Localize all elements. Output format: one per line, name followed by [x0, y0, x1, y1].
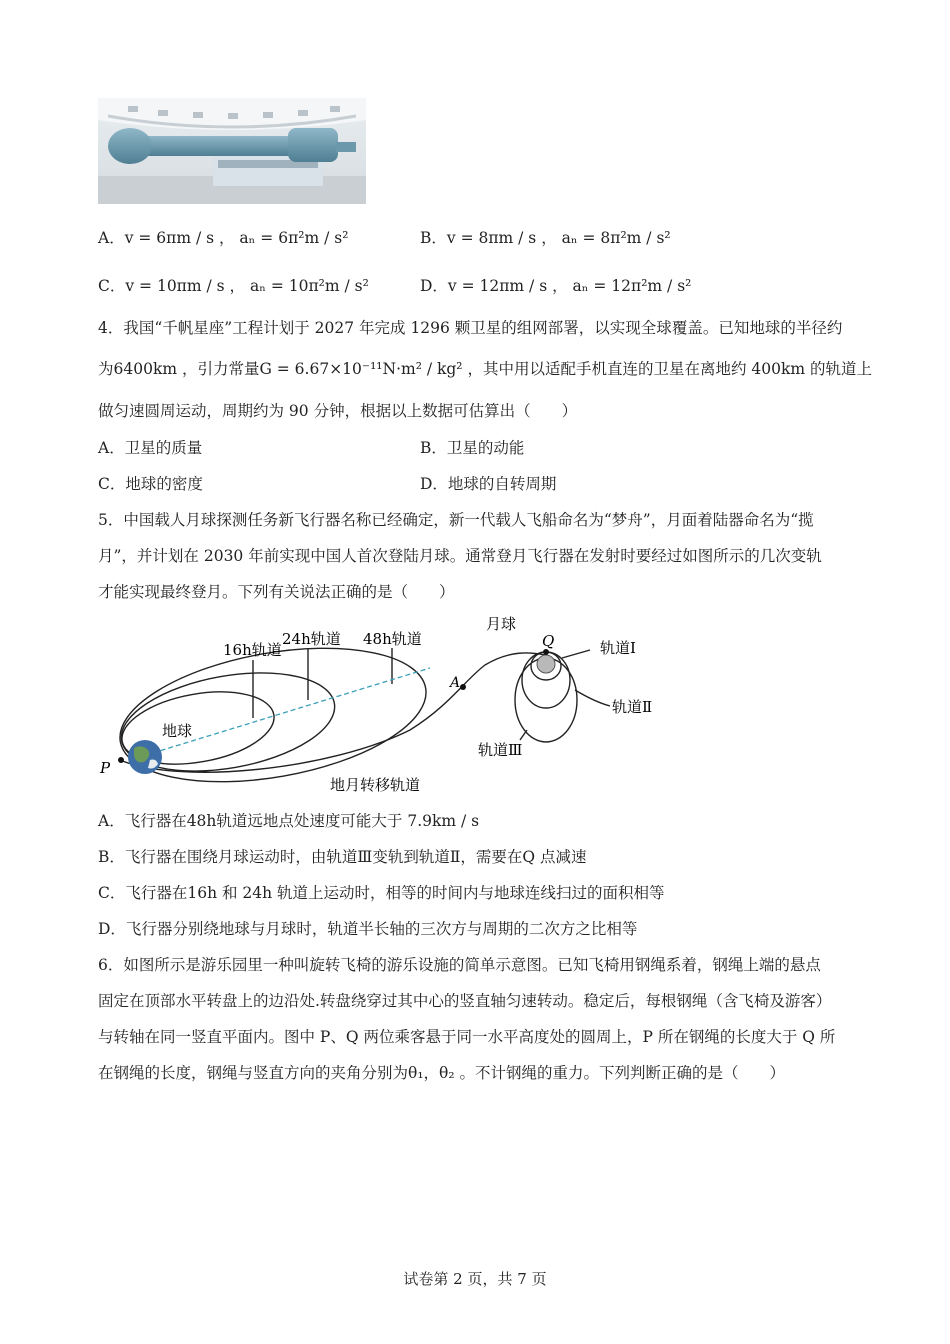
q4-stem-line3: 做匀速圆周运动，周期约为 90 分钟，根据以上数据可估算出（ ） — [98, 402, 578, 420]
q3-option-b: B．v = 8πm / s ， aₙ = 8π²m / s² — [420, 229, 671, 247]
label-orbit-24h: 24h轨道 — [282, 630, 341, 648]
q6-stem-line3: 与转轴在同一竖直平面内。图中 P、Q 两位乘客悬于同一水平高度处的圆周上，P 所在钢绳的长度大于 Q 所 — [98, 1028, 836, 1046]
q4-option-d: D．地球的自转周期 — [420, 475, 557, 493]
label-orbit-1: 轨道Ⅰ — [600, 639, 636, 657]
point-a-dot — [460, 684, 466, 690]
centrifuge-photo — [98, 98, 366, 204]
label-earth: 地球 — [162, 722, 193, 740]
q6-stem-line4: 在钢绳的长度，钢绳与竖直方向的夹角分别为θ₁，θ₂ 。不计钢绳的重力。下列判断正确的是（ ） — [98, 1064, 786, 1082]
label-moon: 月球 — [486, 615, 517, 633]
label-point-p: P — [100, 759, 111, 777]
q6-stem-line2: 固定在顶部水平转盘上的边沿处.转盘绕穿过其中心的竖直轴匀速转动。稳定后，每根钢绳（含飞椅及游客） — [98, 992, 832, 1010]
label-orbit-16h: 16h轨道 — [223, 641, 282, 659]
q3-option-c: C．v = 10πm / s ， aₙ = 10π²m / s² — [98, 277, 369, 295]
q5-stem-line1: 5．中国载人月球探测任务新飞行器名称已经确定，新一代载人飞船命名为“梦舟”，月面着陆器命名为“揽 — [98, 511, 814, 529]
q3-option-a: A．v = 6πm / s ， aₙ = 6π²m / s² — [98, 229, 349, 247]
point-p-dot — [118, 757, 124, 763]
label-point-q: Q — [542, 632, 555, 650]
q5-option-b: B．飞行器在围绕月球运动时，由轨道Ⅲ变轨到轨道Ⅱ，需要在Q 点减速 — [98, 848, 587, 866]
q5-option-d: D．飞行器分别绕地球与月球时，轨道半长轴的三次方与周期的二次方之比相等 — [98, 920, 638, 938]
label-orbit-2: 轨道Ⅱ — [612, 698, 653, 716]
label-orbit-3: 轨道Ⅲ — [478, 741, 523, 759]
q4-stem-line2: 为6400km ，引力常量G = 6.67×10⁻¹¹N·m² / kg² ，其中用以适配手机直连的卫星在离地约 400km 的轨道上 — [98, 360, 872, 378]
q4-option-c: C．地球的密度 — [98, 475, 203, 493]
q5-option-c: C．飞行器在16h 和 24h 轨道上运动时，相等的时间内与地球连线扫过的面积相等 — [98, 884, 665, 902]
label-point-a: A — [450, 675, 461, 691]
page-footer: 试卷第 2 页，共 7 页 — [403, 1270, 547, 1288]
earth-moon-orbit-diagram — [90, 610, 680, 805]
q5-stem-line3: 才能实现最终登月。下列有关说法正确的是（ ） — [98, 583, 455, 601]
moon-icon — [537, 655, 555, 673]
q4-option-a: A．卫星的质量 — [98, 439, 203, 457]
q4-stem-line1: 4．我国“千帆星座”工程计划于 2027 年完成 1296 颗卫星的组网部署，以实现全球覆盖。已知地球的半径约 — [98, 319, 843, 337]
q4-option-b: B．卫星的动能 — [420, 439, 525, 457]
q6-stem-line1: 6．如图所示是游乐园里一种叫旋转飞椅的游乐设施的简单示意图。已知飞椅用钢绳系着，钢绳上端的悬点 — [98, 956, 821, 974]
q5-option-a: A．飞行器在48h轨道远地点处速度可能大于 7.9km / s — [98, 812, 480, 830]
q5-stem-line2: 月”，并计划在 2030 年前实现中国人首次登陆月球。通常登月飞行器在发射时要经过如图所示的几次变轨 — [98, 547, 822, 565]
q3-option-d: D．v = 12πm / s ， aₙ = 12π²m / s² — [420, 277, 692, 295]
label-transfer-orbit: 地月转移轨道 — [330, 776, 421, 794]
label-orbit-48h: 48h轨道 — [363, 630, 422, 648]
